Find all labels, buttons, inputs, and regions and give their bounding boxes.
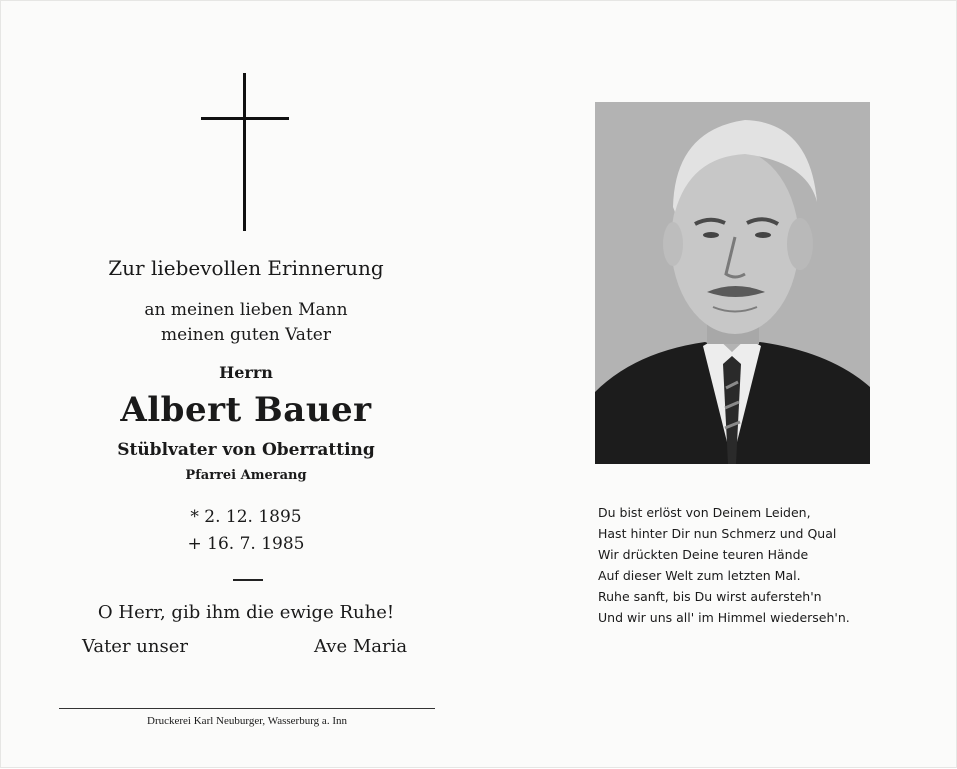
deceased-name: Albert Bauer: [120, 390, 372, 430]
husband-line: an meinen lieben Mann: [144, 300, 348, 320]
poem-line: Wir drückten Deine teuren Hände: [598, 547, 809, 562]
printer-rule: [59, 708, 435, 709]
prayer-ave-maria: Ave Maria: [314, 636, 408, 657]
poem-line: Und wir uns all' im Himmel wiederseh'n.: [598, 610, 850, 625]
death-date: + 16. 7. 1985: [187, 534, 305, 554]
left-panel: [1, 1, 491, 769]
poem-line: Auf dieser Welt zum letzten Mal.: [598, 568, 801, 583]
poem-line: Ruhe sanft, bis Du wirst aufersteh'n: [598, 589, 822, 604]
parish: Pfarrei Amerang: [185, 468, 307, 483]
salutation: Herrn: [219, 363, 273, 382]
birth-date: * 2. 12. 1895: [190, 507, 302, 527]
poem: [598, 502, 938, 628]
poem-line: Hast hinter Dir nun Schmerz und Qual: [598, 526, 837, 541]
printer-credit: Druckerei Karl Neuburger, Wasserburg a. Inn: [147, 715, 347, 727]
deceased-role: Stüblvater von Oberratting: [117, 440, 375, 460]
divider-dash: [233, 579, 263, 581]
cross-icon: [201, 73, 291, 231]
portrait-photo: [595, 102, 870, 464]
right-panel: [491, 1, 957, 769]
poem-line: Du bist erlöst von Deinem Leiden,: [598, 505, 811, 520]
prayer-vater-unser: Vater unser: [82, 636, 188, 657]
intro-text: Zur liebevollen Erinnerung: [108, 256, 384, 280]
prayer-text: O Herr, gib ihm die ewige Ruhe!: [97, 602, 395, 623]
father-line: meinen guten Vater: [161, 325, 331, 345]
